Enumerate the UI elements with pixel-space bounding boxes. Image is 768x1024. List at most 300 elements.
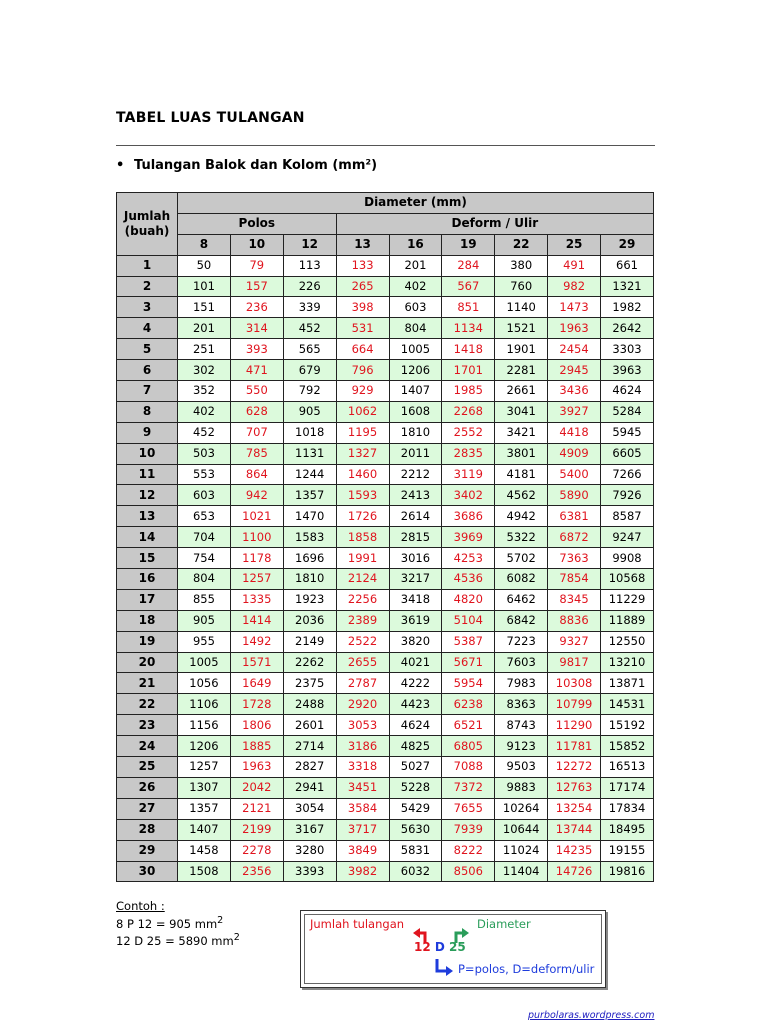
area-value-cell: 2011: [389, 443, 442, 464]
area-value-cell: 1257: [230, 569, 283, 590]
table-row: [117, 840, 654, 861]
area-value-cell: 1005: [178, 652, 231, 673]
row-count-cell: 21: [117, 673, 178, 694]
area-value-cell: 550: [230, 381, 283, 402]
row-count-cell: 20: [117, 652, 178, 673]
table-body: [117, 255, 654, 882]
area-value-cell: 4825: [389, 736, 442, 757]
table-row: [117, 631, 654, 652]
area-value-cell: 653: [178, 506, 231, 527]
area-value-cell: 2454: [548, 339, 601, 360]
diameter-row: [117, 234, 654, 255]
row-count-cell: 7: [117, 381, 178, 402]
area-value-cell: 2413: [389, 485, 442, 506]
area-value-cell: 11889: [601, 610, 654, 631]
table-row: [117, 819, 654, 840]
area-value-cell: 3041: [495, 401, 548, 422]
area-value-cell: 1131: [283, 443, 336, 464]
area-value-cell: 4942: [495, 506, 548, 527]
area-value-cell: 3119: [442, 464, 495, 485]
area-value-cell: 796: [336, 360, 389, 381]
table-row: [117, 318, 654, 339]
area-value-cell: 1056: [178, 673, 231, 694]
bullet-icon: •: [116, 158, 125, 173]
area-value-cell: 1106: [178, 694, 231, 715]
table-row: [117, 527, 654, 548]
area-value-cell: 929: [336, 381, 389, 402]
area-value-cell: 12763: [548, 777, 601, 798]
diameter-header-cell: 25: [548, 234, 601, 255]
area-value-cell: 3167: [283, 819, 336, 840]
area-value-cell: 7926: [601, 485, 654, 506]
area-value-cell: 7223: [495, 631, 548, 652]
area-value-cell: 9817: [548, 652, 601, 673]
area-value-cell: 14235: [548, 840, 601, 861]
area-value-cell: 5831: [389, 840, 442, 861]
row-count-cell: 29: [117, 840, 178, 861]
area-value-cell: 2212: [389, 464, 442, 485]
area-value-cell: 236: [230, 297, 283, 318]
area-value-cell: 3186: [336, 736, 389, 757]
area-value-cell: 7603: [495, 652, 548, 673]
example-block: [116, 900, 240, 948]
row-count-cell: 12: [117, 485, 178, 506]
area-value-cell: 7854: [548, 569, 601, 590]
area-value-cell: 851: [442, 297, 495, 318]
area-value-cell: 679: [283, 360, 336, 381]
area-value-cell: 3927: [548, 401, 601, 422]
row-count-cell: 3: [117, 297, 178, 318]
table-row: [117, 694, 654, 715]
area-value-cell: 17174: [601, 777, 654, 798]
area-value-cell: 1335: [230, 589, 283, 610]
area-value-cell: 2149: [283, 631, 336, 652]
area-value-cell: 15192: [601, 715, 654, 736]
area-value-cell: 12272: [548, 757, 601, 778]
table-row: [117, 401, 654, 422]
area-value-cell: 7363: [548, 548, 601, 569]
legend-code: [414, 940, 466, 954]
area-value-cell: 8222: [442, 840, 495, 861]
area-value-cell: 2941: [283, 777, 336, 798]
area-value-cell: 1407: [389, 381, 442, 402]
row-count-cell: 23: [117, 715, 178, 736]
area-value-cell: 6462: [495, 589, 548, 610]
area-value-cell: 1492: [230, 631, 283, 652]
area-value-cell: 251: [178, 339, 231, 360]
table-row: [117, 736, 654, 757]
area-value-cell: 11781: [548, 736, 601, 757]
table-row: [117, 464, 654, 485]
jumlah-header-line2: (buah): [124, 223, 170, 238]
area-value-cell: 5400: [548, 464, 601, 485]
area-value-cell: 3717: [336, 819, 389, 840]
area-value-cell: 7088: [442, 757, 495, 778]
area-value-cell: 6521: [442, 715, 495, 736]
legend-code-diameter: 25: [449, 940, 466, 954]
polos-header: Polos: [178, 213, 337, 234]
area-value-cell: 157: [230, 276, 283, 297]
area-value-cell: 1963: [548, 318, 601, 339]
table-row: [117, 381, 654, 402]
area-value-cell: 11024: [495, 840, 548, 861]
area-value-cell: 13744: [548, 819, 601, 840]
area-value-cell: 4536: [442, 569, 495, 590]
diameter-header-cell: 12: [283, 234, 336, 255]
area-value-cell: 16513: [601, 757, 654, 778]
area-value-cell: 1458: [178, 840, 231, 861]
table-row: [117, 777, 654, 798]
area-value-cell: 8363: [495, 694, 548, 715]
area-value-cell: 471: [230, 360, 283, 381]
area-value-cell: 3451: [336, 777, 389, 798]
area-value-cell: 17834: [601, 798, 654, 819]
table-row: [117, 276, 654, 297]
area-value-cell: 1806: [230, 715, 283, 736]
area-value-cell: 4624: [389, 715, 442, 736]
area-value-cell: 6238: [442, 694, 495, 715]
diameter-header-cell: 10: [230, 234, 283, 255]
area-value-cell: 7266: [601, 464, 654, 485]
area-value-cell: 2552: [442, 422, 495, 443]
section-subtitle-text: Tulangan Balok dan Kolom (mm²): [134, 158, 378, 173]
area-value-cell: 905: [283, 401, 336, 422]
legend-diameter-label: Diameter: [477, 917, 531, 931]
area-value-cell: 855: [178, 589, 231, 610]
area-value-cell: 1134: [442, 318, 495, 339]
area-value-cell: 1257: [178, 757, 231, 778]
area-value-cell: 2714: [283, 736, 336, 757]
area-value-cell: 1018: [283, 422, 336, 443]
area-value-cell: 4181: [495, 464, 548, 485]
area-value-cell: 2642: [601, 318, 654, 339]
area-value-cell: 707: [230, 422, 283, 443]
area-value-cell: 5954: [442, 673, 495, 694]
area-value-cell: 101: [178, 276, 231, 297]
area-value-cell: 1963: [230, 757, 283, 778]
area-value-cell: 1508: [178, 861, 231, 882]
area-value-cell: 9327: [548, 631, 601, 652]
table-row: [117, 715, 654, 736]
area-value-cell: 8587: [601, 506, 654, 527]
area-value-cell: 1357: [178, 798, 231, 819]
legend-jumlah-label: Jumlah tulangan: [310, 917, 405, 931]
row-count-cell: 6: [117, 360, 178, 381]
legend-code-count: 12: [414, 940, 431, 954]
area-value-cell: 3402: [442, 485, 495, 506]
row-count-cell: 8: [117, 401, 178, 422]
section-subtitle: [116, 158, 377, 173]
area-value-cell: 4624: [601, 381, 654, 402]
example-line-1: [116, 914, 240, 931]
area-value-cell: 804: [389, 318, 442, 339]
area-value-cell: 503: [178, 443, 231, 464]
area-value-cell: 452: [283, 318, 336, 339]
area-value-cell: 3820: [389, 631, 442, 652]
table-row: [117, 506, 654, 527]
area-value-cell: 201: [178, 318, 231, 339]
area-value-cell: 3963: [601, 360, 654, 381]
area-value-cell: 380: [495, 255, 548, 276]
area-value-cell: 10308: [548, 673, 601, 694]
area-value-cell: 393: [230, 339, 283, 360]
area-value-cell: 10568: [601, 569, 654, 590]
example-line-2-sup: 2: [233, 931, 240, 943]
area-value-cell: 18495: [601, 819, 654, 840]
area-value-cell: 1649: [230, 673, 283, 694]
area-value-cell: 864: [230, 464, 283, 485]
area-value-cell: 50: [178, 255, 231, 276]
area-value-cell: 3619: [389, 610, 442, 631]
area-value-cell: 1021: [230, 506, 283, 527]
area-value-cell: 3801: [495, 443, 548, 464]
area-value-cell: 2262: [283, 652, 336, 673]
area-value-cell: 1985: [442, 381, 495, 402]
area-value-cell: 2827: [283, 757, 336, 778]
jumlah-arrowhead-icon: [413, 928, 420, 938]
area-value-cell: 19816: [601, 861, 654, 882]
row-count-cell: 19: [117, 631, 178, 652]
area-value-cell: 201: [389, 255, 442, 276]
area-value-cell: 628: [230, 401, 283, 422]
area-value-cell: 1901: [495, 339, 548, 360]
table-row: [117, 339, 654, 360]
area-value-cell: 1726: [336, 506, 389, 527]
area-value-cell: 1206: [389, 360, 442, 381]
area-value-cell: 2835: [442, 443, 495, 464]
row-count-cell: 26: [117, 777, 178, 798]
area-value-cell: 8836: [548, 610, 601, 631]
row-count-cell: 1: [117, 255, 178, 276]
area-value-cell: 6805: [442, 736, 495, 757]
example-label: Contoh :: [116, 899, 165, 913]
area-value-cell: 2920: [336, 694, 389, 715]
area-value-cell: 9123: [495, 736, 548, 757]
area-value-cell: 1583: [283, 527, 336, 548]
area-value-cell: 1321: [601, 276, 654, 297]
area-value-cell: 3280: [283, 840, 336, 861]
area-value-cell: 2356: [230, 861, 283, 882]
row-count-cell: 28: [117, 819, 178, 840]
table-row: [117, 485, 654, 506]
row-count-cell: 4: [117, 318, 178, 339]
diameter-header-cell: 19: [442, 234, 495, 255]
area-value-cell: 9247: [601, 527, 654, 548]
area-value-cell: 2389: [336, 610, 389, 631]
area-value-cell: 2614: [389, 506, 442, 527]
row-count-cell: 16: [117, 569, 178, 590]
area-value-cell: 1728: [230, 694, 283, 715]
table-row: [117, 443, 654, 464]
table-row: [117, 255, 654, 276]
area-value-cell: 10264: [495, 798, 548, 819]
area-value-cell: 4820: [442, 589, 495, 610]
area-value-cell: 4418: [548, 422, 601, 443]
row-count-cell: 18: [117, 610, 178, 631]
area-value-cell: 2256: [336, 589, 389, 610]
diameter-header-cell: 8: [178, 234, 231, 255]
area-value-cell: 6381: [548, 506, 601, 527]
table-row: [117, 861, 654, 882]
area-value-cell: 2278: [230, 840, 283, 861]
area-value-cell: 1206: [178, 736, 231, 757]
notation-legend: [300, 910, 606, 988]
row-count-cell: 30: [117, 861, 178, 882]
area-value-cell: 804: [178, 569, 231, 590]
area-value-cell: 1470: [283, 506, 336, 527]
area-value-cell: 4222: [389, 673, 442, 694]
area-value-cell: 15852: [601, 736, 654, 757]
area-value-cell: 10799: [548, 694, 601, 715]
area-value-cell: 2268: [442, 401, 495, 422]
jumlah-header-line1: Jumlah: [123, 208, 171, 223]
area-value-cell: 9908: [601, 548, 654, 569]
area-value-cell: 5945: [601, 422, 654, 443]
area-value-cell: 785: [230, 443, 283, 464]
area-value-cell: 2522: [336, 631, 389, 652]
area-value-cell: 1307: [178, 777, 231, 798]
area-value-cell: 942: [230, 485, 283, 506]
area-value-cell: 792: [283, 381, 336, 402]
area-value-cell: 5387: [442, 631, 495, 652]
area-value-cell: 5322: [495, 527, 548, 548]
table-row: [117, 652, 654, 673]
area-value-cell: 754: [178, 548, 231, 569]
diameter-header-cell: 22: [495, 234, 548, 255]
row-count-cell: 17: [117, 589, 178, 610]
area-value-cell: 3421: [495, 422, 548, 443]
area-value-cell: 1982: [601, 297, 654, 318]
example-line-2-text: 12 D 25 = 5890 mm: [116, 933, 234, 948]
legend-code-type: D: [434, 940, 445, 954]
diameter-header-cell: 29: [601, 234, 654, 255]
area-value-cell: 339: [283, 297, 336, 318]
area-value-cell: 1473: [548, 297, 601, 318]
table-row: [117, 589, 654, 610]
area-value-cell: 11229: [601, 589, 654, 610]
area-value-cell: 1244: [283, 464, 336, 485]
area-value-cell: 5228: [389, 777, 442, 798]
area-value-cell: 3436: [548, 381, 601, 402]
area-value-cell: 1414: [230, 610, 283, 631]
area-value-cell: 1810: [389, 422, 442, 443]
area-value-cell: 314: [230, 318, 283, 339]
area-value-cell: 2945: [548, 360, 601, 381]
area-value-cell: 3686: [442, 506, 495, 527]
area-value-cell: 3393: [283, 861, 336, 882]
example-line-2: [116, 931, 240, 948]
area-value-cell: 661: [601, 255, 654, 276]
area-value-cell: 565: [283, 339, 336, 360]
area-value-cell: 9883: [495, 777, 548, 798]
area-value-cell: 7372: [442, 777, 495, 798]
area-value-cell: 6842: [495, 610, 548, 631]
area-value-cell: 13210: [601, 652, 654, 673]
area-value-cell: 603: [389, 297, 442, 318]
area-value-cell: 151: [178, 297, 231, 318]
area-value-cell: 1100: [230, 527, 283, 548]
type-arrow-icon: [437, 959, 447, 971]
area-value-cell: 1571: [230, 652, 283, 673]
area-value-cell: 2281: [495, 360, 548, 381]
area-value-cell: 491: [548, 255, 601, 276]
area-value-cell: 1593: [336, 485, 389, 506]
diameter-header-cell: 13: [336, 234, 389, 255]
area-value-cell: 5671: [442, 652, 495, 673]
area-value-cell: 3982: [336, 861, 389, 882]
example-line-1-sup: 2: [217, 914, 224, 926]
row-count-cell: 27: [117, 798, 178, 819]
area-value-cell: 1923: [283, 589, 336, 610]
area-value-cell: 1608: [389, 401, 442, 422]
area-value-cell: 2199: [230, 819, 283, 840]
area-value-cell: 3217: [389, 569, 442, 590]
area-value-cell: 3053: [336, 715, 389, 736]
area-value-cell: 11290: [548, 715, 601, 736]
area-value-cell: 7655: [442, 798, 495, 819]
area-value-cell: 6872: [548, 527, 601, 548]
area-value-cell: 113: [283, 255, 336, 276]
area-value-cell: 7939: [442, 819, 495, 840]
type-arrowhead-icon: [446, 966, 453, 976]
area-value-cell: 1885: [230, 736, 283, 757]
area-value-cell: 4562: [495, 485, 548, 506]
table-row: [117, 610, 654, 631]
area-value-cell: 226: [283, 276, 336, 297]
diameter-header-cell: 16: [389, 234, 442, 255]
area-value-cell: 1062: [336, 401, 389, 422]
area-value-cell: 1696: [283, 548, 336, 569]
area-value-cell: 7983: [495, 673, 548, 694]
row-count-cell: 22: [117, 694, 178, 715]
area-value-cell: 1810: [283, 569, 336, 590]
area-value-cell: 6032: [389, 861, 442, 882]
area-value-cell: 6082: [495, 569, 548, 590]
row-count-cell: 14: [117, 527, 178, 548]
footer-link[interactable]: purbolaras.wordpress.com: [528, 1010, 655, 1021]
area-value-cell: 402: [178, 401, 231, 422]
diameter-header: Diameter (mm): [178, 193, 654, 214]
area-value-cell: 603: [178, 485, 231, 506]
area-value-cell: 5027: [389, 757, 442, 778]
area-value-cell: 452: [178, 422, 231, 443]
row-count-cell: 13: [117, 506, 178, 527]
area-value-cell: 79: [230, 255, 283, 276]
table-row: [117, 548, 654, 569]
area-value-cell: 2655: [336, 652, 389, 673]
area-value-cell: 5890: [548, 485, 601, 506]
area-value-cell: 3584: [336, 798, 389, 819]
area-value-cell: 1407: [178, 819, 231, 840]
area-value-cell: 4253: [442, 548, 495, 569]
rebar-area-table: [116, 192, 654, 882]
area-value-cell: 1991: [336, 548, 389, 569]
area-value-cell: 2375: [283, 673, 336, 694]
row-count-cell: 5: [117, 339, 178, 360]
area-value-cell: 8345: [548, 589, 601, 610]
area-value-cell: 1178: [230, 548, 283, 569]
area-value-cell: 955: [178, 631, 231, 652]
deform-header: Deform / Ulir: [336, 213, 653, 234]
area-value-cell: 265: [336, 276, 389, 297]
area-value-cell: 2124: [336, 569, 389, 590]
area-value-cell: 19155: [601, 840, 654, 861]
diameter-arrowhead-icon: [462, 928, 469, 938]
row-count-cell: 2: [117, 276, 178, 297]
area-value-cell: 5429: [389, 798, 442, 819]
table-row: [117, 422, 654, 443]
area-value-cell: 3054: [283, 798, 336, 819]
